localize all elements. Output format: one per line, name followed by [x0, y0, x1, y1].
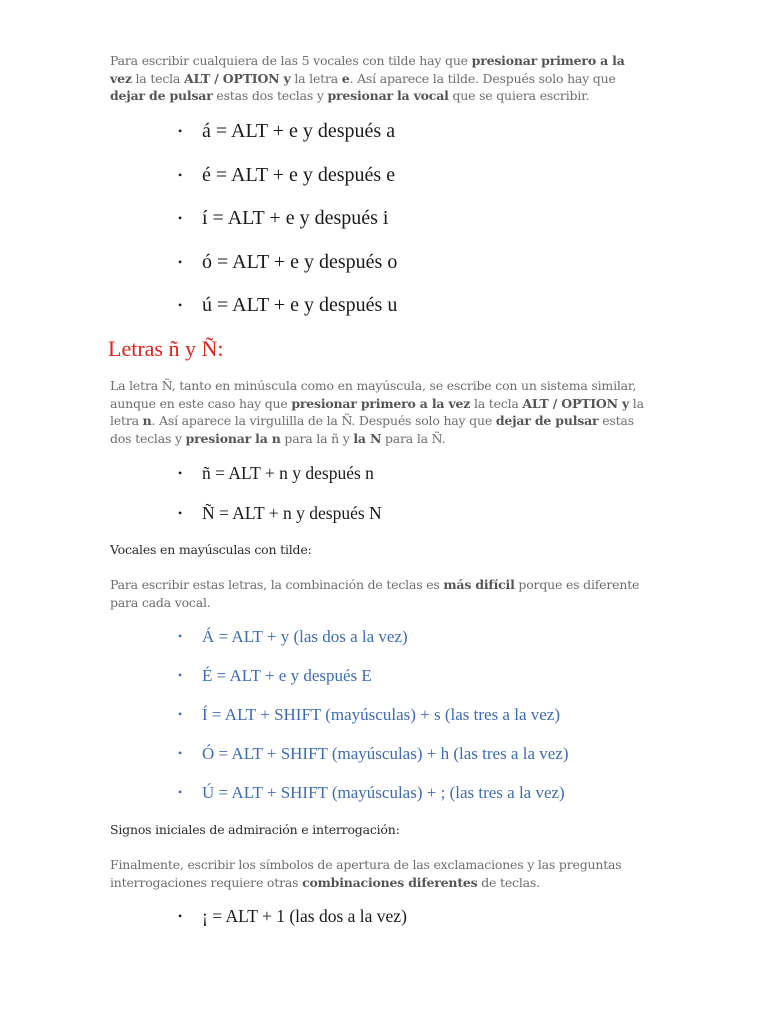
signs-text-2: de teclas. [477, 874, 540, 890]
intro-text-5: estas dos teclas y [212, 88, 328, 103]
signs-text-1: Finalmente, escribir los símbolos de apertura de las exclamaciones y las preguntas interrogaciones requiere otras [110, 857, 622, 890]
intro-text-6: que se quiera escribir. [448, 88, 590, 103]
list-item: • Ú = ALT + SHIFT (mayúsculas) + ; (las tres a la vez) [178, 773, 569, 812]
n-bold-2: ALT / OPTION y [522, 395, 630, 411]
intro-text-4: . Así aparece la tilde. Después solo hay que [349, 70, 616, 86]
list-item: • ñ = ALT + n y después n [178, 453, 382, 493]
n-text-1: La letra Ñ, tanto en minúscula como en mayúscula, se escribe con un sistema similar, aunque en este caso hay que [110, 378, 637, 411]
upper-text-1: Para escribir estas letras, la combinación de teclas es [110, 577, 444, 592]
upper-text-2: porque es diferente para cada vocal. [110, 577, 640, 610]
intro-paragraph [110, 52, 650, 105]
list-item: • ú = ALT + e y después u [178, 284, 397, 328]
intro-bold-4: dejar de pulsar [110, 88, 213, 103]
n-bold-3: n [142, 413, 152, 428]
intro-bold-2: ALT / OPTION y [183, 70, 291, 86]
intro-text-1: Para escribir cualquiera de las 5 vocales con tilde hay que [110, 53, 472, 68]
list-item: • Ó = ALT + SHIFT (mayúsculas) + h (las tres a la vez) [178, 734, 569, 773]
list-item: • í = ALT + e y después i [178, 197, 397, 241]
n-text-3: la letra [110, 395, 644, 428]
intro-text-3: la letra [290, 70, 342, 86]
n-bold-6: la N [353, 430, 382, 446]
n-bold-5: presionar la n [185, 430, 281, 446]
list-item: • É = ALT + e y después E [178, 656, 569, 695]
list-item: • Á = ALT + y (las dos a la vez) [178, 617, 569, 656]
section-heading-n: Letras ñ y Ñ: [108, 336, 224, 361]
n-text-4: . Así aparece la virgulilla de la Ñ. Después solo hay que [151, 413, 496, 428]
intro-text-2: la tecla [131, 70, 184, 86]
list-item: • ¡ = ALT + 1 (las dos a la vez) [178, 896, 407, 936]
signs-bold-1: combinaciones diferentes [302, 874, 478, 890]
list-item: • á = ALT + e y después a [178, 110, 397, 154]
list-item: • é = ALT + e y después e [178, 154, 397, 198]
intro-bold-1: presionar primero a la vez [110, 53, 625, 86]
n-text-7: para la Ñ. [381, 430, 446, 446]
signs-paragraph [110, 856, 650, 891]
uppercase-vowel-list [178, 617, 569, 812]
list-item: • ó = ALT + e y después o [178, 241, 397, 285]
n-text-2: la tecla [470, 395, 523, 411]
signs-list [178, 896, 407, 936]
n-bold-1: presionar primero a la vez [291, 395, 471, 411]
uppercase-paragraph [110, 576, 650, 611]
list-item: • Í = ALT + SHIFT (mayúsculas) + s (las tres a la vez) [178, 695, 569, 734]
n-text-6: para la ñ y [280, 430, 354, 446]
n-bold-4: dejar de pulsar [495, 413, 599, 428]
upper-bold-1: más difícil [443, 577, 515, 592]
list-item: • Ñ = ALT + n y después N [178, 493, 382, 533]
n-paragraph [110, 377, 650, 447]
intro-bold-5: presionar la vocal [327, 88, 449, 103]
lowercase-vowel-list [178, 110, 397, 328]
n-text-5: estas dos teclas y [110, 413, 634, 446]
signs-section-title: Signos iniciales de admiración e interrogación: [110, 822, 400, 837]
uppercase-section-title: Vocales en mayúsculas con tilde: [110, 542, 312, 557]
n-letter-list [178, 453, 382, 533]
intro-bold-3: e [341, 70, 350, 86]
